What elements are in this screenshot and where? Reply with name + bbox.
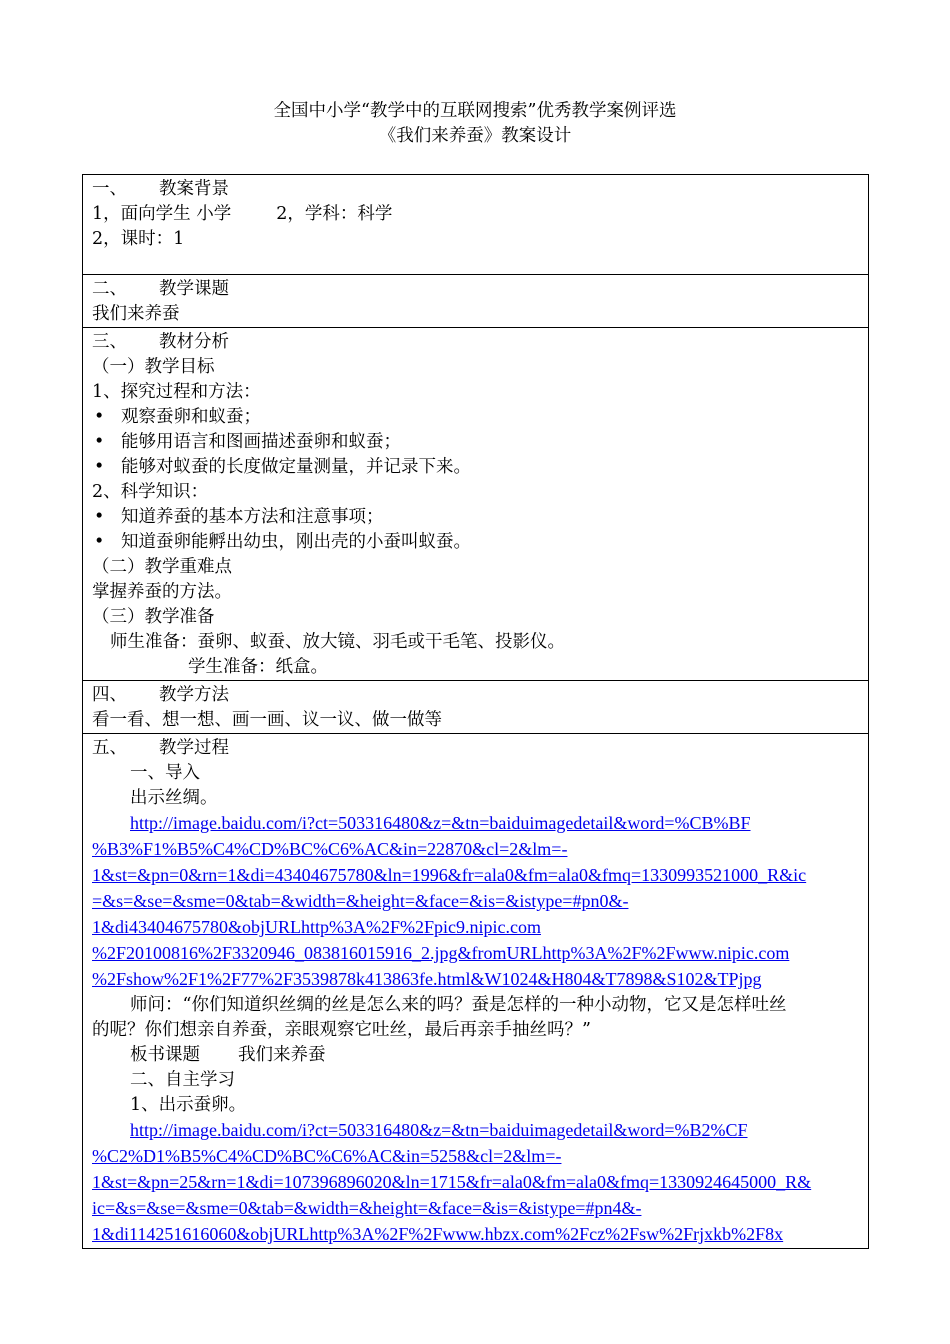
key-content: 掌握养蚕的方法。 — [92, 582, 232, 602]
bullet-item: • 能够对蚁蚕的长度做定量测量，并记录下来。 — [94, 457, 471, 477]
step-intro: 一、导入 — [130, 763, 200, 783]
document-subtitle: 《我们来养蚕》教案设计 — [378, 126, 572, 146]
prep-teacher: 师生准备：蚕卵、蚁蚕、放大镜、羽毛或干毛笔、投影仪。 — [110, 632, 565, 652]
background-line-1: 1，面向学生 小学 2，学科：科学 — [92, 204, 393, 224]
section-analysis — [83, 328, 869, 681]
link-line[interactable]: %C2%D1%B5%C4%CD%BC%C6%AC&in=5258&cl=2&lm=- — [92, 1146, 562, 1166]
process-heading: 1、探究过程和方法： — [92, 382, 261, 402]
goal-heading: （一）教学目标 — [92, 357, 215, 377]
bullet-item: • 知道蚕卵能孵出幼虫，刚出壳的小蚕叫蚁蚕。 — [94, 532, 471, 552]
board-title: 板书课题 我们来养蚕 — [130, 1045, 326, 1065]
show-eggs: 1、出示蚕卵。 — [130, 1095, 247, 1115]
method-content: 看一看、想一想、画一画、议一议、做一做等 — [92, 710, 442, 730]
lesson-plan-table — [82, 174, 869, 1249]
teacher-question-line: 的呢？你们想亲自养蚕，亲眼观察它吐丝，最后再亲手抽丝吗？” — [92, 1020, 591, 1040]
link-line[interactable]: 1&di114251616060&objURLhttp%3A%2F%2Fwww.hbzx.com%2Fcz%2Fsw%2Frjxkb%2F8x — [92, 1224, 784, 1244]
link-line[interactable]: 1&st=&pn=0&rn=1&di=43404675780&ln=1996&fr=ala0&fm=ala0&fmq=1330993521000_R&ic — [92, 865, 807, 885]
section-method — [83, 681, 869, 734]
bullet-item: • 观察蚕卵和蚁蚕； — [94, 407, 261, 427]
bullet-item: • 能够用语言和图画描述蚕卵和蚁蚕； — [94, 432, 401, 452]
link-line[interactable]: http://image.baidu.com/i?ct=503316480&z=&tn=baiduimagedetail&word=%CB%BF — [130, 813, 751, 833]
section-topic — [83, 275, 869, 328]
show-silk: 出示丝绸。 — [130, 788, 218, 808]
topic-content: 我们来养蚕 — [92, 304, 180, 324]
silk-image-link[interactable] — [92, 811, 860, 993]
knowledge-heading: 2、科学知识： — [92, 482, 209, 502]
link-line[interactable]: =&s=&se=&sme=0&tab=&width=&height=&face=&is=&istype=#pn0&- — [92, 891, 629, 911]
prep-student: 学生准备：纸盒。 — [188, 657, 328, 677]
link-line[interactable]: %B3%F1%B5%C4%CD%BC%C6%AC&in=22870&cl=2&lm=- — [92, 839, 568, 859]
bullet-item: • 知道养蚕的基本方法和注意事项； — [94, 507, 384, 527]
section-heading: 三、 教材分析 — [92, 332, 229, 352]
prep-heading: （三）教学准备 — [92, 607, 215, 627]
teacher-question-line: 师问：“你们知道织丝绸的丝是怎么来的吗？蚕是怎样的一种小动物，它又是怎样吐丝 — [130, 995, 787, 1015]
section-heading: 二、 教学课题 — [92, 279, 229, 299]
section-heading: 四、 教学方法 — [92, 685, 229, 705]
document-title: 全国中小学“教学中的互联网搜索”优秀教学案例评选 — [273, 101, 677, 121]
background-line-2: 2，课时：1 — [92, 229, 185, 249]
step-self-study: 二、自主学习 — [130, 1070, 235, 1090]
link-line[interactable]: 1&di43404675780&objURLhttp%3A%2F%2Fpic9.nipic.com — [92, 917, 541, 937]
link-line[interactable]: 1&st=&pn=25&rn=1&di=107396896020&ln=1715&fr=ala0&fm=ala0&fmq=1330924645000_R& — [92, 1172, 812, 1192]
key-heading: （二）教学重难点 — [92, 557, 232, 577]
section-heading: 一、 教案背景 — [92, 179, 229, 199]
link-line[interactable]: http://image.baidu.com/i?ct=503316480&z=&tn=baiduimagedetail&word=%B2%CF — [130, 1120, 748, 1140]
link-line[interactable]: ic=&s=&se=&sme=0&tab=&width=&height=&face=&is=&istype=#pn4&- — [92, 1198, 642, 1218]
link-line[interactable]: %2Fshow%2F1%2F77%2F3539878k413863fe.html&W1024&H804&T7898&S102&TPjpg — [92, 969, 762, 989]
section-process — [83, 734, 869, 1249]
egg-image-link[interactable] — [92, 1118, 860, 1248]
section-heading: 五、 教学过程 — [92, 738, 229, 758]
section-background — [83, 175, 869, 275]
link-line[interactable]: %2F20100816%2F3320946_083816015916_2.jpg&fromURLhttp%3A%2F%2Fwww.nipic.com — [92, 943, 790, 963]
